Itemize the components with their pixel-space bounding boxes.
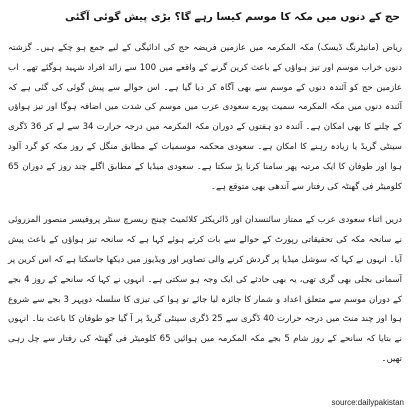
article-paragraph-2: دریں اثناء سعودی عرب کے ممتاز سائنسدان اور ڈائریکٹر کلائمیٹ چینج ریسرچ سنٹر پروفیسر منصور المزروئی نے سانحہ مکہ کی تحقیقاتی رپورٹ کے حوالے سے بات کرتے ہوئے کہا ہے کہ سانحہ تیز ہواؤں کے باعث پیش آیا۔ انہوں نے کہا کہ سوشل میڈیا پر گردش کرنے والی تصاویر اور ویڈیوز میں دیکھا جاسکتا ہے کہ اس کرین پر آسمانی بجلی بھی گری تھی، یہ بھی حادثے کی ایک وجہ ہو سکتی ہے۔ انہوں نے کہا کہ سانحے کے روز 4 بجے کے دوران موسم سے متعلق اعداد و شمار کا جائزہ لیا جائے تو ہوا کی تیزی کا سلسلہ دوپہر 3 بجے سے شروع ہوا اور چند منٹ میں درجہ حرارت 40 ڈگری سے 25 ڈگری سینٹی گریڈ پر آ گیا جو طوفان کا باعث بنا۔ انہوں نے بتایا کہ سانحے کے روز شام 5 بجے مکہ المکرمہ میں ہوائیں 65 کلومیٹر فی گھنٹہ کی رفتار سے چل رہی تھیں۔ [8, 215, 402, 364]
article-headline: حج کے دنوں میں مکہ کا موسم کیسا رہے گا؟ بڑی پیش گوئی آگئی [64, 11, 400, 23]
source-credit: source:dailypakistan [331, 398, 404, 407]
article-paragraph-1: ریاض (مانیٹرنگ ڈیسک) مکہ المکرمہ میں عازمین فریضہ حج کی ادائیگی کے لیے جمع ہو چکے ہیں۔ گزشتہ دنوں خراب موسم اور تیز ہواؤں کے باعث کرین گرنے کے واقعے میں 100 سے زائد افراد شہید ہوگئے تھے۔ اب عازمین حج کو آئندہ دنوں کے موسم سے بھی آگاہ کر دیا گیا ہے۔ اس حوالے سے پیش گوئی کی گئی ہے کہ آئندہ دنوں میں مکہ المکرمہ سمیت پورے سعودی عرب میں موسم کی شدت میں اضافہ ہوگا اور تیز ہواؤں کے چلنے کا بھی امکان ہے۔ آئندہ دو ہفتوں کے دوران مکہ المکرمہ میں درجہ حرارت 34 سے لے کر 36 ڈگری سینٹی گریڈ یا زیادہ رہنے کا امکان ہے۔ سعودی محکمہ موسمیات کے مطابق منگل کے روز مکہ کو گرد آلود ہوا اور طوفان کا ایک مرتبہ پھر سامنا کرنا پڑ سکتا ہے۔ سعودی میڈیا کے مطابق اگلے چند روز کے دوران 65 کلومیٹر فی گھنٹہ کی رفتار سے آندھی بھی متوقع ہے۔ [8, 43, 403, 192]
